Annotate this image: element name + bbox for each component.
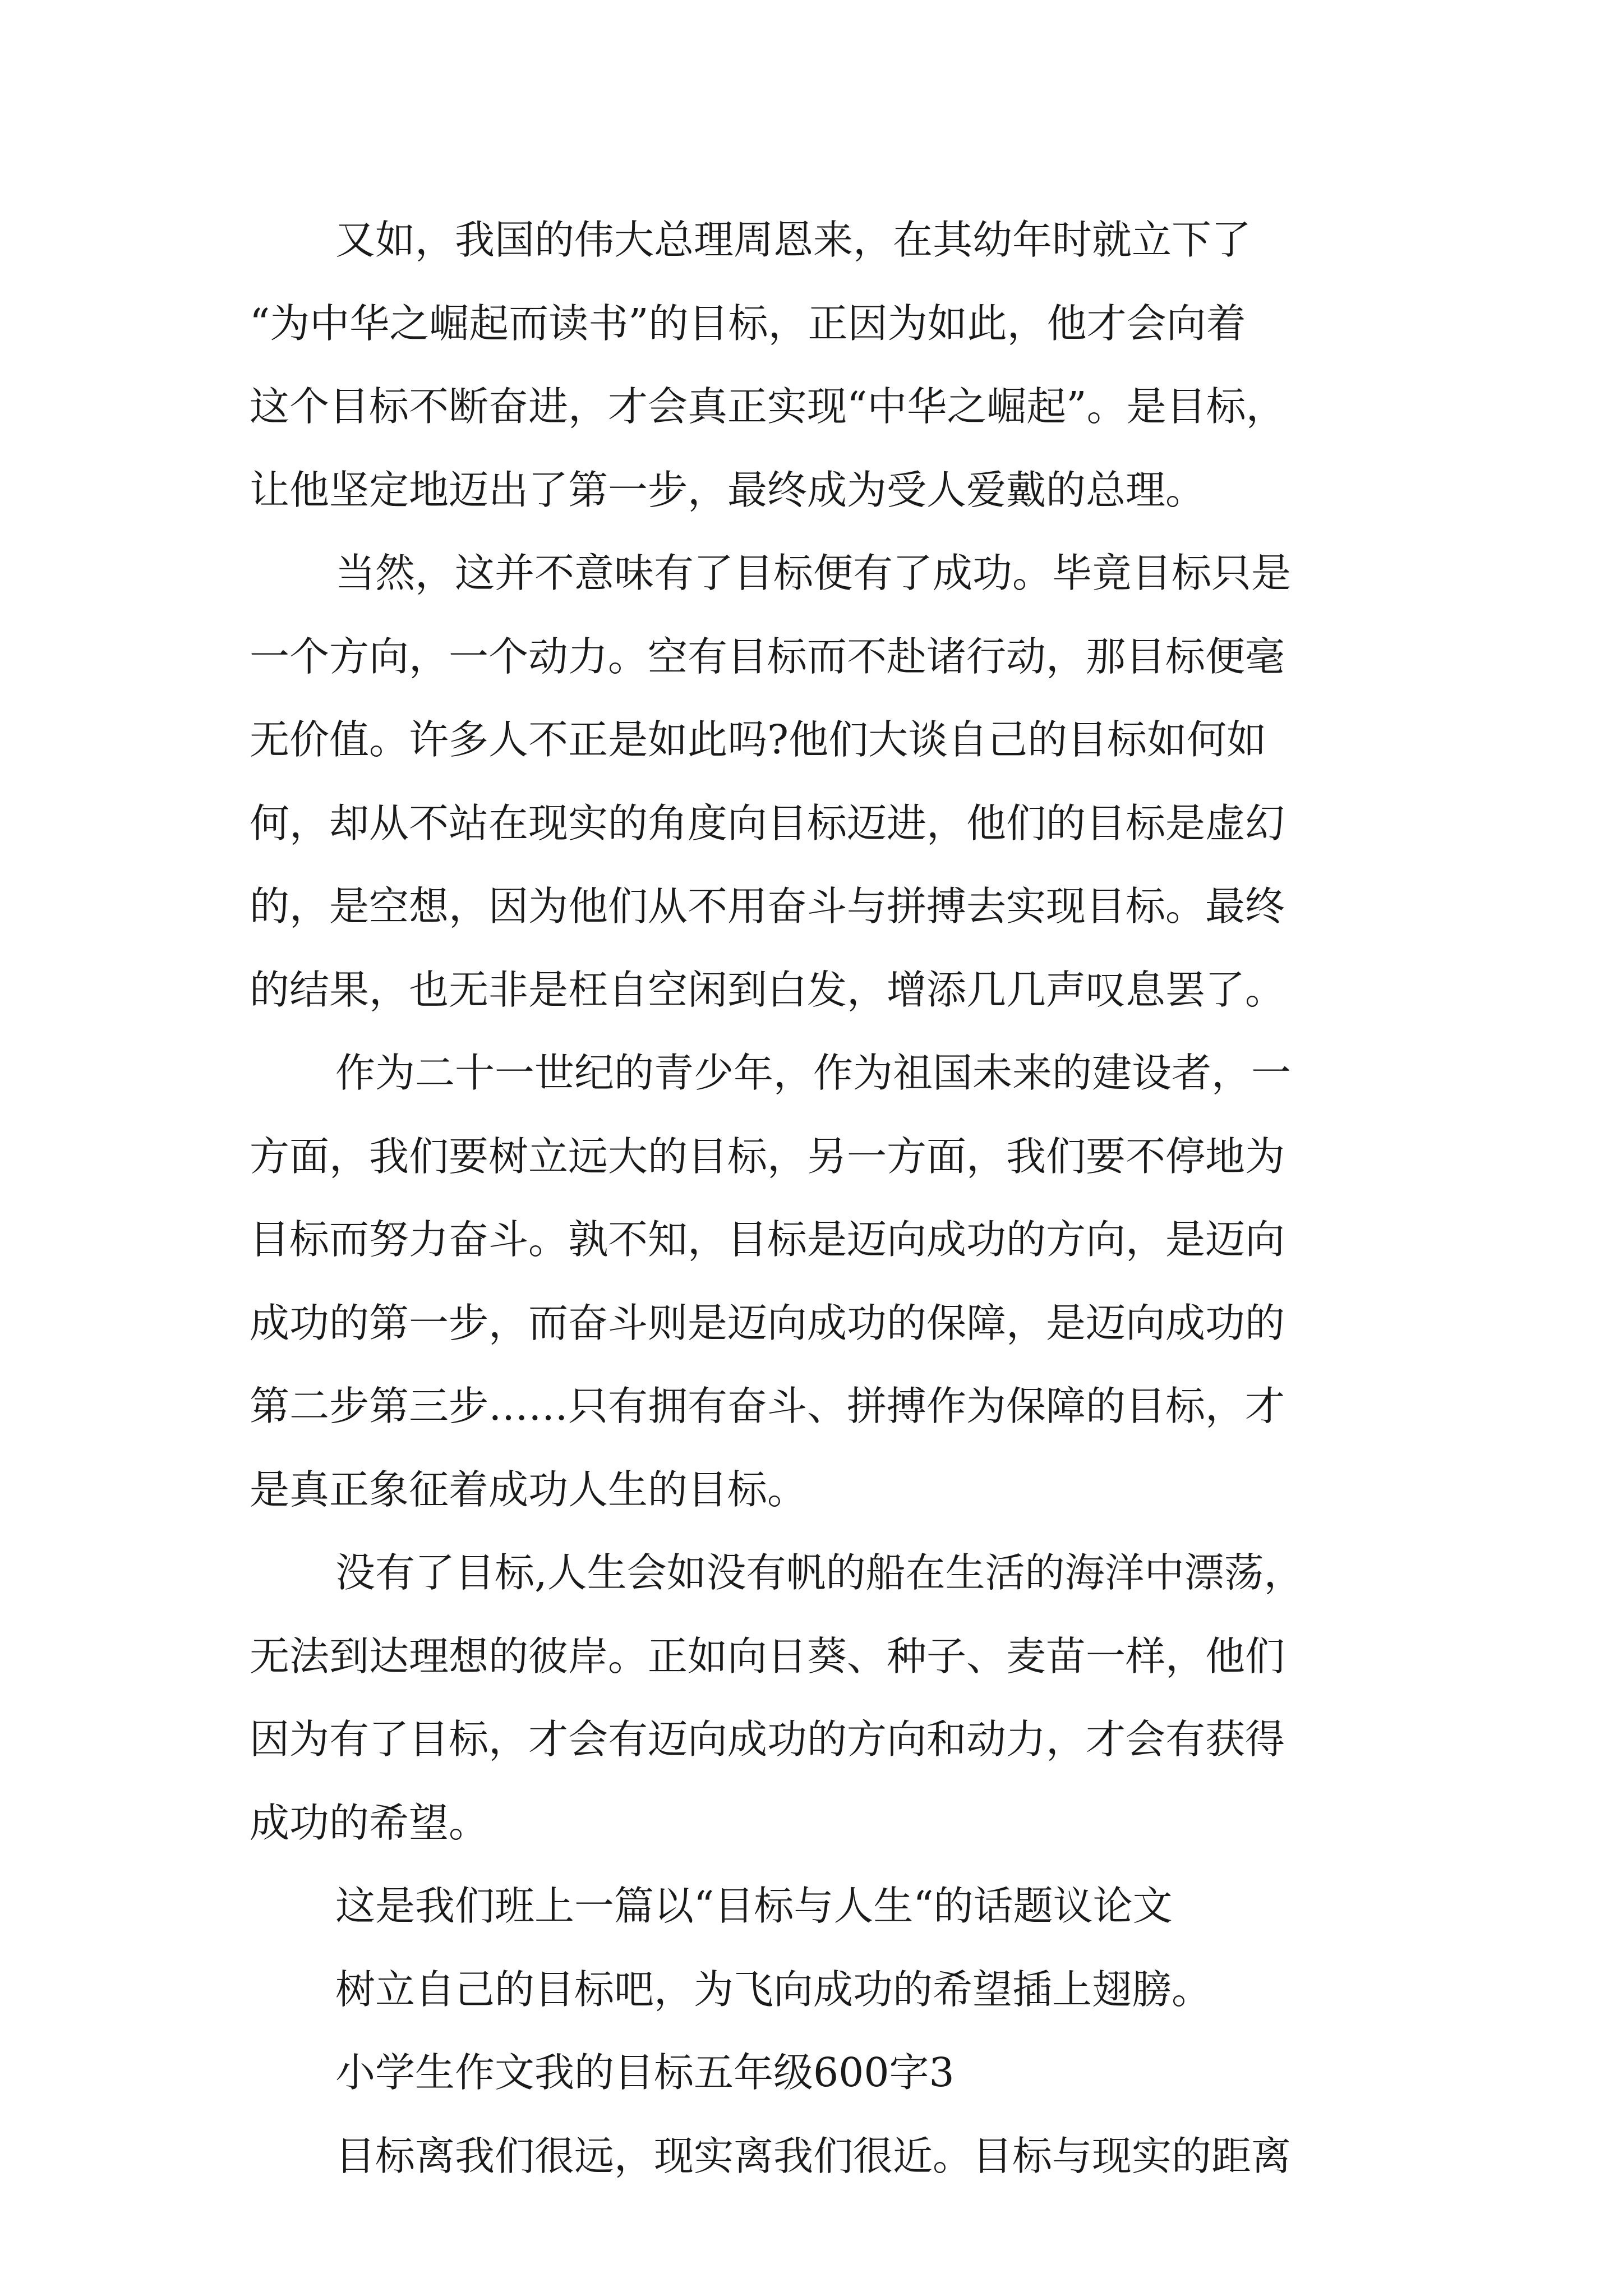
text-line: 这个目标不断奋进，才会真正实现“中华之崛起”。是目标， xyxy=(250,383,1286,430)
text-line: 何，却从不站在现实的角度向目标迈进，他们的目标是虚幻 xyxy=(250,800,1285,846)
section-heading: 小学生作文我的目标五年级600字3 xyxy=(335,2049,955,2096)
text-line: “为中华之崛起而读书”的目标，正因为如此，他才会向着 xyxy=(250,300,1246,347)
text-line: 作为二十一世纪的青少年，作为祖国未来的建设者，一 xyxy=(335,1050,1292,1096)
text-line: 无法到达理想的彼岸。正如向日葵、种子、麦苗一样，他们 xyxy=(250,1633,1285,1680)
text-line: 树立自己的目标吧，为飞向成功的希望插上翅膀。 xyxy=(335,1966,1212,2013)
text-line: 的，是空想，因为他们从不用奋斗与拼搏去实现目标。最终 xyxy=(250,883,1285,930)
text-line: 第二步第三步……只有拥有奋斗、拼搏作为保障的目标，才 xyxy=(250,1383,1285,1429)
text-line: 因为有了目标，才会有迈向成功的方向和动力，才会有获得 xyxy=(250,1716,1285,1763)
text-line: 的结果，也无非是枉自空闲到白发，增添几几声叹息罢了。 xyxy=(250,967,1285,1013)
text-line: 无价值。许多人不正是如此吗?他们大谈自己的目标如何如 xyxy=(250,716,1267,763)
text-line: 又如，我国的伟大总理周恩来，在其幼年时就立下了 xyxy=(335,217,1252,263)
text-line: 目标离我们很远，现实离我们很近。目标与现实的距离 xyxy=(335,2133,1292,2179)
text-line: 成功的第一步，而奋斗则是迈向成功的保障，是迈向成功的 xyxy=(250,1300,1285,1346)
text-line: 让他坚定地迈出了第一步，最终成为受人爱戴的总理。 xyxy=(250,467,1206,513)
text-line: 没有了目标,人生会如没有帆的船在生活的海洋中漂荡， xyxy=(335,1549,1304,1596)
text-line: 是真正象征着成功人生的目标。 xyxy=(250,1466,808,1513)
text-line: 这是我们班上一篇以“目标与人生“的话题议论文 xyxy=(335,1883,1173,1929)
text-line: 方面，我们要树立远大的目标，另一方面，我们要不停地为 xyxy=(250,1133,1285,1180)
text-line: 当然，这并不意味有了目标便有了成功。毕竟目标只是 xyxy=(335,550,1292,596)
text-line: 目标而努力奋斗。孰不知，目标是迈向成功的方向，是迈向 xyxy=(250,1216,1285,1263)
text-line: 成功的希望。 xyxy=(250,1800,489,1846)
text-line: 一个方向，一个动力。空有目标而不赴诸行动，那目标便毫 xyxy=(250,633,1285,680)
